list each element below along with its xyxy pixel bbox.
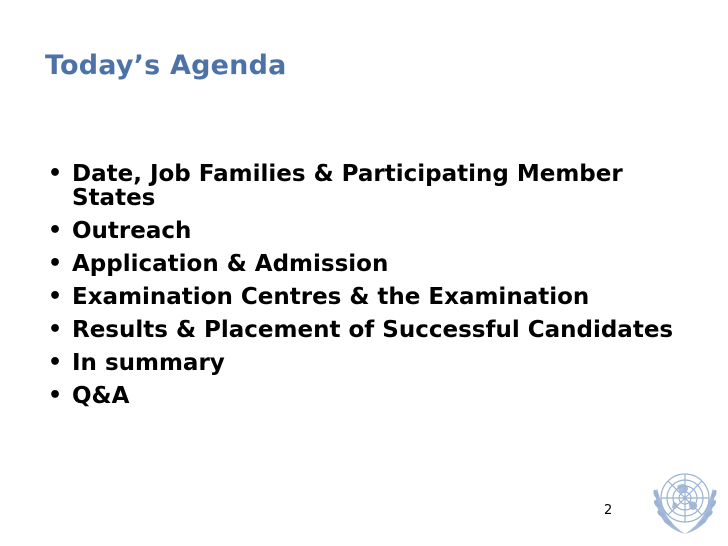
un-emblem-icon — [643, 458, 727, 542]
agenda-item — [48, 252, 688, 276]
agenda-item — [48, 285, 688, 309]
agenda-item — [48, 162, 688, 210]
bullet: • — [48, 251, 63, 276]
page-number: 2 — [604, 503, 613, 518]
agenda-item-text: Results & Placement of Successful Candidates — [72, 317, 674, 343]
agenda-item — [48, 318, 688, 342]
bullet: • — [48, 383, 63, 408]
agenda-item-text: Examination Centres & the Examination — [72, 284, 590, 310]
agenda-item — [48, 384, 688, 408]
bullet: • — [48, 161, 63, 186]
bullet: • — [48, 218, 63, 243]
agenda-item-text: Application & Admission — [72, 251, 389, 277]
bullet: • — [48, 317, 63, 342]
agenda-item — [48, 219, 688, 243]
slide-title: Today’s Agenda — [45, 50, 287, 81]
agenda-item-text: In summary — [72, 350, 225, 376]
bullet: • — [48, 284, 63, 309]
bullet: • — [48, 350, 63, 375]
agenda-item-text: Outreach — [72, 218, 192, 244]
agenda-item — [48, 351, 688, 375]
agenda-list — [48, 162, 688, 417]
agenda-item-text: Q&A — [72, 383, 130, 409]
agenda-item-text: Date, Job Families & Participating Member States — [72, 161, 623, 211]
